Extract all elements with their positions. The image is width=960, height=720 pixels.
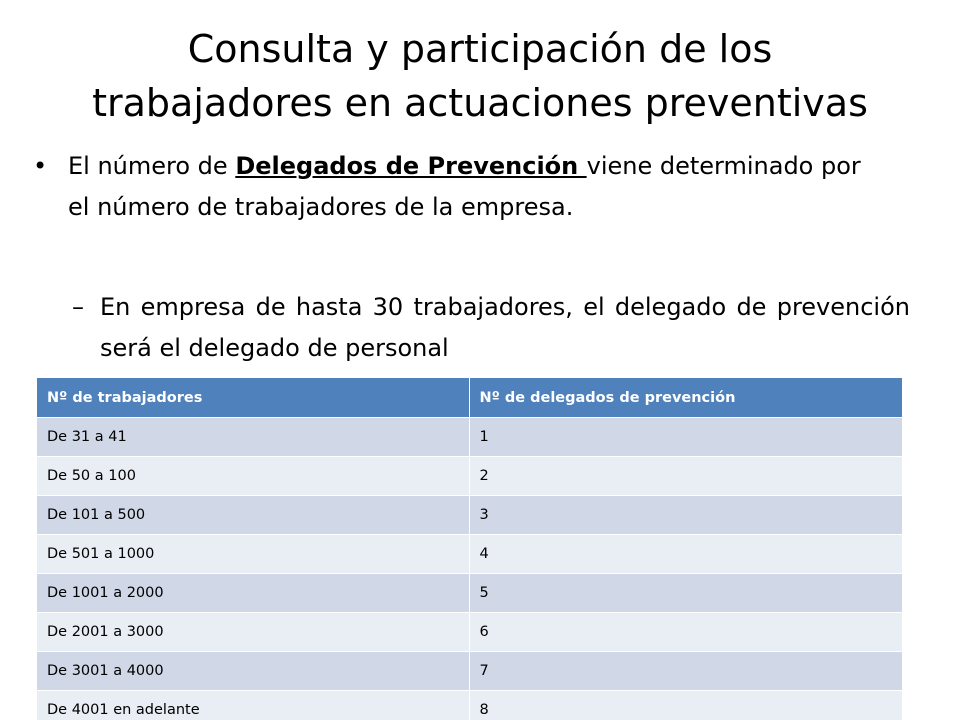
cell-delegados: 8 [469, 691, 903, 720]
bullet-text-after: viene determinado por el número de trabajadores de la empresa. [68, 152, 861, 221]
delegados-table [36, 377, 903, 720]
sub-bullet-text: En empresa de hasta 30 trabajadores, el delegado de prevención será el delegado de personal [100, 293, 910, 362]
delegados-prevencion-term: Delegados de Prevención [235, 152, 587, 180]
cell-delegados: 6 [469, 613, 903, 652]
cell-trabajadores: De 4001 en adelante [37, 691, 470, 720]
table-row [37, 613, 903, 652]
bullet-text-before: El número de [68, 152, 236, 180]
cell-trabajadores: De 3001 a 4000 [37, 652, 470, 691]
table-row [37, 418, 903, 457]
cell-delegados: 1 [469, 418, 903, 457]
table-row [37, 652, 903, 691]
cell-delegados: 7 [469, 652, 903, 691]
header-num-delegados: Nº de delegados de prevención [469, 378, 903, 418]
cell-delegados: 5 [469, 574, 903, 613]
cell-trabajadores: De 101 a 500 [37, 496, 470, 535]
table-row [37, 496, 903, 535]
table-row [37, 691, 903, 720]
cell-delegados: 2 [469, 457, 903, 496]
cell-delegados: 3 [469, 496, 903, 535]
slide-title-line-2: trabajadores en actuaciones preventivas [92, 81, 868, 125]
cell-trabajadores: De 50 a 100 [37, 457, 470, 496]
cell-trabajadores: De 501 a 1000 [37, 535, 470, 574]
table-row [37, 457, 903, 496]
cell-delegados: 4 [469, 535, 903, 574]
table-header-row [37, 378, 903, 418]
slide-title-line-1: Consulta y participación de los [187, 27, 773, 71]
cell-trabajadores: De 31 a 41 [37, 418, 470, 457]
cell-trabajadores: De 2001 a 3000 [37, 613, 470, 652]
table-row [37, 535, 903, 574]
table-row [37, 574, 903, 613]
cell-trabajadores: De 1001 a 2000 [37, 574, 470, 613]
slide-title [0, 22, 960, 130]
bullet-dot-icon: • [33, 152, 48, 180]
dash-icon: – [72, 293, 84, 321]
bullet-delegados-text [68, 146, 878, 228]
header-num-trabajadores: Nº de trabajadores [37, 378, 470, 418]
